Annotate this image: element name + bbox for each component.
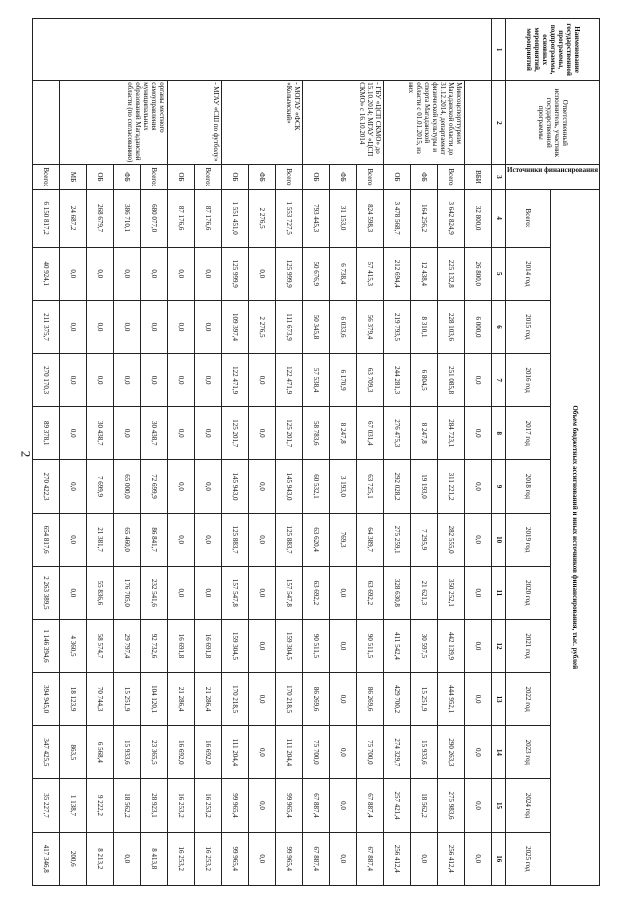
year-value-cell: 0,0 [249, 832, 276, 885]
header-year: 2022 год [506, 673, 551, 726]
column-number: 2 [492, 81, 506, 165]
year-value-cell: 8 213,2 [87, 832, 114, 885]
year-value-cell: 0,0 [141, 354, 168, 407]
year-value-cell: 145 943,0 [222, 460, 249, 513]
year-value-cell: 157 547,8 [222, 566, 249, 619]
year-value-cell: 57 538,4 [303, 354, 330, 407]
column-number: 8 [492, 407, 506, 460]
year-value-cell: 67 031,4 [357, 407, 384, 460]
year-value-cell: 251 085,8 [438, 354, 465, 407]
column-number: 10 [492, 513, 506, 566]
column-number: 5 [492, 247, 506, 300]
table-row [438, 19, 465, 886]
year-value-cell: 21 286,4 [168, 673, 195, 726]
source-cell: ОБ [384, 165, 411, 189]
source-cell: ОБ [87, 165, 114, 189]
year-value-cell: 18 562,2 [114, 779, 141, 832]
year-value-cell: 92 732,6 [141, 619, 168, 672]
year-value-cell: 16 691,8 [168, 619, 195, 672]
total-value-cell: 2 276,5 [249, 189, 276, 247]
year-value-cell: 212 694,4 [384, 247, 411, 300]
year-value-cell: 0,0 [465, 566, 492, 619]
header-year: 2021 год [506, 619, 551, 672]
source-cell: Всего: [195, 165, 222, 189]
funding-table-region [42, 18, 600, 886]
year-value-cell: 0,0 [465, 779, 492, 832]
total-value-cell: 1 551 451,0 [222, 189, 249, 247]
year-value-cell: 0,0 [465, 407, 492, 460]
year-value-cell: 0,0 [465, 726, 492, 779]
year-value-cell: 70 744,3 [87, 673, 114, 726]
total-value-cell: 793 445,3 [303, 189, 330, 247]
total-value-cell: 3 478 568,7 [384, 189, 411, 247]
year-value-cell: 0,0 [60, 513, 87, 566]
year-value-cell: 67 887,4 [357, 779, 384, 832]
year-value-cell: 2 276,5 [249, 300, 276, 353]
year-value-cell: 16 253,2 [168, 832, 195, 885]
executor-cell [33, 81, 60, 165]
header-year: 2018 год [506, 460, 551, 513]
year-value-cell: 58 783,6 [303, 407, 330, 460]
table-row [141, 19, 168, 886]
year-value-cell: 444 952,1 [438, 673, 465, 726]
year-value-cell: 125 201,7 [222, 407, 249, 460]
year-value-cell: 176 705,0 [114, 566, 141, 619]
column-number: 15 [492, 779, 506, 832]
column-number: 13 [492, 673, 506, 726]
column-number: 6 [492, 300, 506, 353]
year-value-cell: 0,0 [249, 407, 276, 460]
year-value-cell: 63 620,4 [303, 513, 330, 566]
year-value-cell: 63 725,1 [357, 460, 384, 513]
year-value-cell: 111 673,9 [276, 300, 303, 353]
year-value-cell: 0,0 [330, 726, 357, 779]
year-value-cell: 350 252,1 [438, 566, 465, 619]
year-value-cell: 26 800,0 [465, 247, 492, 300]
year-value-cell: 67 887,4 [357, 832, 384, 885]
year-value-cell: 75 700,0 [357, 726, 384, 779]
year-value-cell: 0,0 [249, 566, 276, 619]
year-value-cell: 282 555,0 [438, 513, 465, 566]
total-value-cell: 268 679,7 [87, 189, 114, 247]
total-value-cell: 3 642 824,9 [438, 189, 465, 247]
executor-cell [465, 81, 492, 165]
year-value-cell: 0,0 [141, 300, 168, 353]
year-value-cell: 275 983,6 [438, 779, 465, 832]
total-value-cell: 824 598,3 [357, 189, 384, 247]
column-number: 1 [492, 19, 506, 81]
year-value-cell: 21 286,4 [195, 673, 222, 726]
table-row [357, 19, 384, 886]
year-value-cell: 6 170,9 [330, 354, 357, 407]
year-value-cell: 18 562,2 [411, 779, 438, 832]
year-value-cell: 0,0 [465, 673, 492, 726]
column-number: 4 [492, 189, 506, 247]
header-year: 2023 год [506, 726, 551, 779]
year-value-cell: 0,0 [195, 354, 222, 407]
year-value-cell: 8 247,8 [330, 407, 357, 460]
source-cell: ФБ [249, 165, 276, 189]
table-row [465, 19, 492, 886]
year-value-cell: 244 281,3 [384, 354, 411, 407]
year-value-cell: 170 218,5 [222, 673, 249, 726]
year-value-cell: 0,0 [114, 247, 141, 300]
year-value-cell: 16 253,2 [195, 832, 222, 885]
source-cell: ФБ [330, 165, 357, 189]
source-cell: Всего [438, 165, 465, 189]
header-year: 2025 год [506, 832, 551, 885]
year-value-cell: 275 259,1 [384, 513, 411, 566]
year-value-cell: 111 204,4 [222, 726, 249, 779]
year-value-cell: 16 692,0 [195, 726, 222, 779]
table-body [33, 19, 492, 886]
year-value-cell: 228 103,6 [438, 300, 465, 353]
year-value-cell: 9 222,2 [87, 779, 114, 832]
executor-cell: - МГАУ «СШ по футболу» [168, 81, 222, 165]
year-value-cell: 64 389,7 [357, 513, 384, 566]
year-value-cell: 0,0 [168, 566, 195, 619]
year-value-cell: 16 253,2 [168, 779, 195, 832]
source-cell: ОБ [222, 165, 249, 189]
year-value-cell: 30 597,5 [411, 619, 438, 672]
year-value-cell: 21 381,7 [87, 513, 114, 566]
year-value-cell: 15 933,6 [411, 726, 438, 779]
year-value-cell: 0,0 [330, 779, 357, 832]
year-value-cell: 200,6 [60, 832, 87, 885]
year-value-cell: 0,0 [168, 354, 195, 407]
year-value-cell: 0,0 [168, 247, 195, 300]
year-value-cell: 125 883,7 [276, 513, 303, 566]
total-value-cell: 1 553 727,5 [276, 189, 303, 247]
column-number: 11 [492, 566, 506, 619]
year-value-cell: 8 413,8 [141, 832, 168, 885]
year-value-cell: 6 804,5 [411, 354, 438, 407]
year-value-cell: 6 738,4 [330, 247, 357, 300]
header-executor: Ответственный исполнитель, участник государственной программы [506, 81, 600, 165]
year-value-cell: 290 263,3 [438, 726, 465, 779]
header-year: 2015 год [506, 300, 551, 353]
funding-table [32, 18, 600, 886]
year-value-cell: 6 000,0 [465, 300, 492, 353]
year-value-cell: 57 415,3 [357, 247, 384, 300]
year-value-cell: 219 793,5 [384, 300, 411, 353]
year-value-cell: 0,0 [60, 407, 87, 460]
year-value-cell: 0,0 [249, 726, 276, 779]
year-value-cell: 16 691,8 [195, 619, 222, 672]
total-value-cell: 680 077,0 [141, 189, 168, 247]
year-value-cell: 15 251,9 [114, 673, 141, 726]
year-value-cell: 0,0 [249, 779, 276, 832]
year-value-cell: 270 422,3 [33, 460, 60, 513]
table-row [276, 19, 303, 886]
year-value-cell: 0,0 [465, 513, 492, 566]
year-value-cell: 122 471,9 [276, 354, 303, 407]
year-value-cell: 211 375,7 [33, 300, 60, 353]
column-number: 12 [492, 619, 506, 672]
year-value-cell: 145 943,0 [276, 460, 303, 513]
year-value-cell: 0,0 [465, 619, 492, 672]
year-value-cell: 274 329,7 [384, 726, 411, 779]
year-value-cell: 60 532,1 [303, 460, 330, 513]
year-value-cell: 30 438,7 [87, 407, 114, 460]
header-year: 2024 год [506, 779, 551, 832]
year-value-cell: 19 193,0 [411, 460, 438, 513]
year-value-cell: 232 541,6 [141, 566, 168, 619]
year-value-cell: 0,0 [195, 407, 222, 460]
year-value-cell: 429 700,2 [384, 673, 411, 726]
year-value-cell: 270 170,3 [33, 354, 60, 407]
year-value-cell: 30 438,7 [141, 407, 168, 460]
header-funding: Объем бюджетных ассигнований и иных источников финансирования, тыс. рублей [550, 189, 599, 885]
source-cell: Всего [276, 165, 303, 189]
year-value-cell: 90 511,5 [303, 619, 330, 672]
source-cell: ОБ [168, 165, 195, 189]
year-value-cell: 35 227,7 [33, 779, 60, 832]
year-value-cell: 863,5 [60, 726, 87, 779]
year-value-cell: 0,0 [60, 247, 87, 300]
year-value-cell: 0,0 [249, 354, 276, 407]
year-value-cell: 256 412,4 [384, 832, 411, 885]
year-value-cell: 0,0 [141, 247, 168, 300]
year-value-cell: 23 365,5 [141, 726, 168, 779]
year-value-cell: 4 360,5 [60, 619, 87, 672]
year-value-cell: 99 965,4 [222, 779, 249, 832]
year-value-cell: 122 471,9 [222, 354, 249, 407]
year-value-cell: 50 676,9 [303, 247, 330, 300]
year-value-cell: 67 887,4 [303, 832, 330, 885]
year-value-cell: 99 965,4 [276, 779, 303, 832]
source-cell: ВБИ [465, 165, 492, 189]
year-value-cell: 0,0 [195, 300, 222, 353]
year-value-cell: 0,0 [330, 832, 357, 885]
executor-cell: - МОГАУ «ФСК «Колымский» [222, 81, 303, 165]
year-value-cell: 0,0 [168, 513, 195, 566]
year-value-cell: 159 304,5 [276, 619, 303, 672]
source-cell: ОБ [303, 165, 330, 189]
year-value-cell: 0,0 [60, 460, 87, 513]
year-value-cell: 3 193,0 [330, 460, 357, 513]
year-value-cell: 328 630,8 [384, 566, 411, 619]
year-value-cell: 0,0 [465, 460, 492, 513]
total-value-cell: 87 176,6 [195, 189, 222, 247]
total-value-cell: 87 176,6 [168, 189, 195, 247]
source-cell: Всего [357, 165, 384, 189]
header-year: 2014 год [506, 247, 551, 300]
year-value-cell: 65 460,0 [114, 513, 141, 566]
year-value-cell: 99 965,4 [222, 832, 249, 885]
year-value-cell: 654 817,6 [33, 513, 60, 566]
year-value-cell: 769,3 [330, 513, 357, 566]
header-year: 2016 год [506, 354, 551, 407]
year-value-cell: 0,0 [249, 619, 276, 672]
year-value-cell: 0,0 [330, 566, 357, 619]
year-value-cell: 0,0 [249, 673, 276, 726]
year-value-cell: 58 574,7 [87, 619, 114, 672]
column-number: 14 [492, 726, 506, 779]
year-value-cell: 0,0 [195, 513, 222, 566]
year-value-cell: 0,0 [411, 832, 438, 885]
year-value-cell: 0,0 [114, 832, 141, 885]
year-value-cell: 72 699,9 [141, 460, 168, 513]
year-value-cell: 40 924,1 [33, 247, 60, 300]
year-value-cell: 276 475,3 [384, 407, 411, 460]
year-value-cell: 125 883,7 [222, 513, 249, 566]
source-cell: ФБ [114, 165, 141, 189]
column-number: 7 [492, 354, 506, 407]
total-value-cell: 6 150 817,2 [33, 189, 60, 247]
year-value-cell: 0,0 [195, 460, 222, 513]
year-value-cell: 284 723,1 [438, 407, 465, 460]
year-value-cell: 0,0 [195, 247, 222, 300]
year-value-cell: 125 999,9 [222, 247, 249, 300]
year-value-cell: 6 568,4 [87, 726, 114, 779]
table-row [33, 19, 60, 886]
year-value-cell: 417 346,8 [33, 832, 60, 885]
year-value-cell: 7 699,9 [87, 460, 114, 513]
year-value-cell: 8 310,1 [411, 300, 438, 353]
year-value-cell: 86 269,6 [357, 673, 384, 726]
year-value-cell: 0,0 [87, 300, 114, 353]
year-value-cell: 0,0 [330, 673, 357, 726]
year-value-cell: 0,0 [87, 247, 114, 300]
total-value-cell: 386 710,1 [114, 189, 141, 247]
total-value-cell: 164 256,2 [411, 189, 438, 247]
source-cell: Всего: [33, 165, 60, 189]
source-cell: ФБ [411, 165, 438, 189]
year-value-cell: 16 692,0 [168, 726, 195, 779]
year-value-cell: 6 033,6 [330, 300, 357, 353]
header-source: Источники финансирования [506, 165, 600, 189]
source-cell: Всего: [141, 165, 168, 189]
year-value-cell: 65 000,0 [114, 460, 141, 513]
header-year: 2020 год [506, 566, 551, 619]
column-number-row [492, 19, 506, 886]
year-value-cell: 109 397,4 [222, 300, 249, 353]
year-value-cell: 0,0 [465, 354, 492, 407]
year-value-cell: 311 221,2 [438, 460, 465, 513]
year-value-cell: 0,0 [330, 619, 357, 672]
year-value-cell: 90 511,5 [357, 619, 384, 672]
year-value-cell: 111 204,4 [276, 726, 303, 779]
year-value-cell: 63 692,2 [357, 566, 384, 619]
year-value-cell: 12 438,4 [411, 247, 438, 300]
total-value-cell: 32 800,0 [465, 189, 492, 247]
program-name-cell [33, 19, 492, 81]
year-value-cell: 0,0 [114, 354, 141, 407]
source-cell: МБ [60, 165, 87, 189]
total-value-cell: 31 153,0 [330, 189, 357, 247]
year-value-cell: 86 269,6 [303, 673, 330, 726]
header-year: 2017 год [506, 407, 551, 460]
year-value-cell: 99 965,4 [276, 832, 303, 885]
year-value-cell: 28 923,1 [141, 779, 168, 832]
year-value-cell: 67 887,4 [303, 779, 330, 832]
year-value-cell: 0,0 [87, 354, 114, 407]
executor-cell: - ГБУ «ЦСП СКМО» до 15.10.2014; МГАУ «ЦСП СКМО» с 16.10.2014 [303, 81, 384, 165]
year-value-cell: 15 933,6 [114, 726, 141, 779]
year-value-cell: 0,0 [60, 566, 87, 619]
year-value-cell: 0,0 [168, 407, 195, 460]
page-number: 2 [18, 450, 34, 458]
year-value-cell: 104 120,1 [141, 673, 168, 726]
year-value-cell: 0,0 [60, 300, 87, 353]
executor-cell: органы местного самоуправления муниципальных образований Магаданской области (по согласованию) [60, 81, 168, 165]
year-value-cell: 0,0 [249, 460, 276, 513]
year-value-cell: 16 253,2 [195, 779, 222, 832]
header-program-name: Наименование государственной программы, подпрограммы, основных мероприятий, мероприятий [506, 19, 600, 81]
year-value-cell: 86 841,7 [141, 513, 168, 566]
year-value-cell: 0,0 [195, 566, 222, 619]
year-value-cell: 1 146 394,6 [33, 619, 60, 672]
year-value-cell: 0,0 [249, 513, 276, 566]
column-number: 3 [492, 165, 506, 189]
year-value-cell: 256 412,4 [438, 832, 465, 885]
year-value-cell: 1 138,7 [60, 779, 87, 832]
year-value-cell: 411 542,4 [384, 619, 411, 672]
year-value-cell: 55 836,6 [87, 566, 114, 619]
year-value-cell: 0,0 [114, 407, 141, 460]
year-value-cell: 50 345,8 [303, 300, 330, 353]
year-value-cell: 394 945,0 [33, 673, 60, 726]
year-value-cell: 21 621,3 [411, 566, 438, 619]
year-value-cell: 125 999,9 [276, 247, 303, 300]
year-value-cell: 292 028,2 [384, 460, 411, 513]
year-value-cell: 18 123,9 [60, 673, 87, 726]
year-value-cell: 257 421,4 [384, 779, 411, 832]
year-value-cell: 0,0 [60, 354, 87, 407]
column-number: 9 [492, 460, 506, 513]
year-value-cell: 0,0 [249, 247, 276, 300]
year-value-cell: 2 263 389,5 [33, 566, 60, 619]
year-value-cell: 63 709,3 [357, 354, 384, 407]
year-value-cell: 7 295,9 [411, 513, 438, 566]
year-value-cell: 29 797,4 [114, 619, 141, 672]
header-year: 2019 год [506, 513, 551, 566]
year-value-cell: 0,0 [168, 460, 195, 513]
year-value-cell: 8 247,8 [411, 407, 438, 460]
header-total: Всего: [506, 189, 551, 247]
year-value-cell: 225 132,8 [438, 247, 465, 300]
year-value-cell: 56 379,4 [357, 300, 384, 353]
year-value-cell: 0,0 [168, 300, 195, 353]
year-value-cell: 442 139,9 [438, 619, 465, 672]
column-number: 16 [492, 832, 506, 885]
year-value-cell: 170 218,5 [276, 673, 303, 726]
year-value-cell: 157 547,8 [276, 566, 303, 619]
year-value-cell: 0,0 [114, 300, 141, 353]
table-row [195, 19, 222, 886]
year-value-cell: 347 425,5 [33, 726, 60, 779]
year-value-cell: 0,0 [465, 832, 492, 885]
year-value-cell: 75 700,0 [303, 726, 330, 779]
year-value-cell: 63 692,2 [303, 566, 330, 619]
executor-cell: Минсоцспорттуризм Магаданской области до 31.12.2014, департамент физической культуры и спорта Магаданской области с 01.01.2015, из них [384, 81, 465, 165]
total-value-cell: 24 687,2 [60, 189, 87, 247]
year-value-cell: 89 378,1 [33, 407, 60, 460]
year-value-cell: 15 251,9 [411, 673, 438, 726]
year-value-cell: 125 201,7 [276, 407, 303, 460]
year-value-cell: 159 304,5 [222, 619, 249, 672]
